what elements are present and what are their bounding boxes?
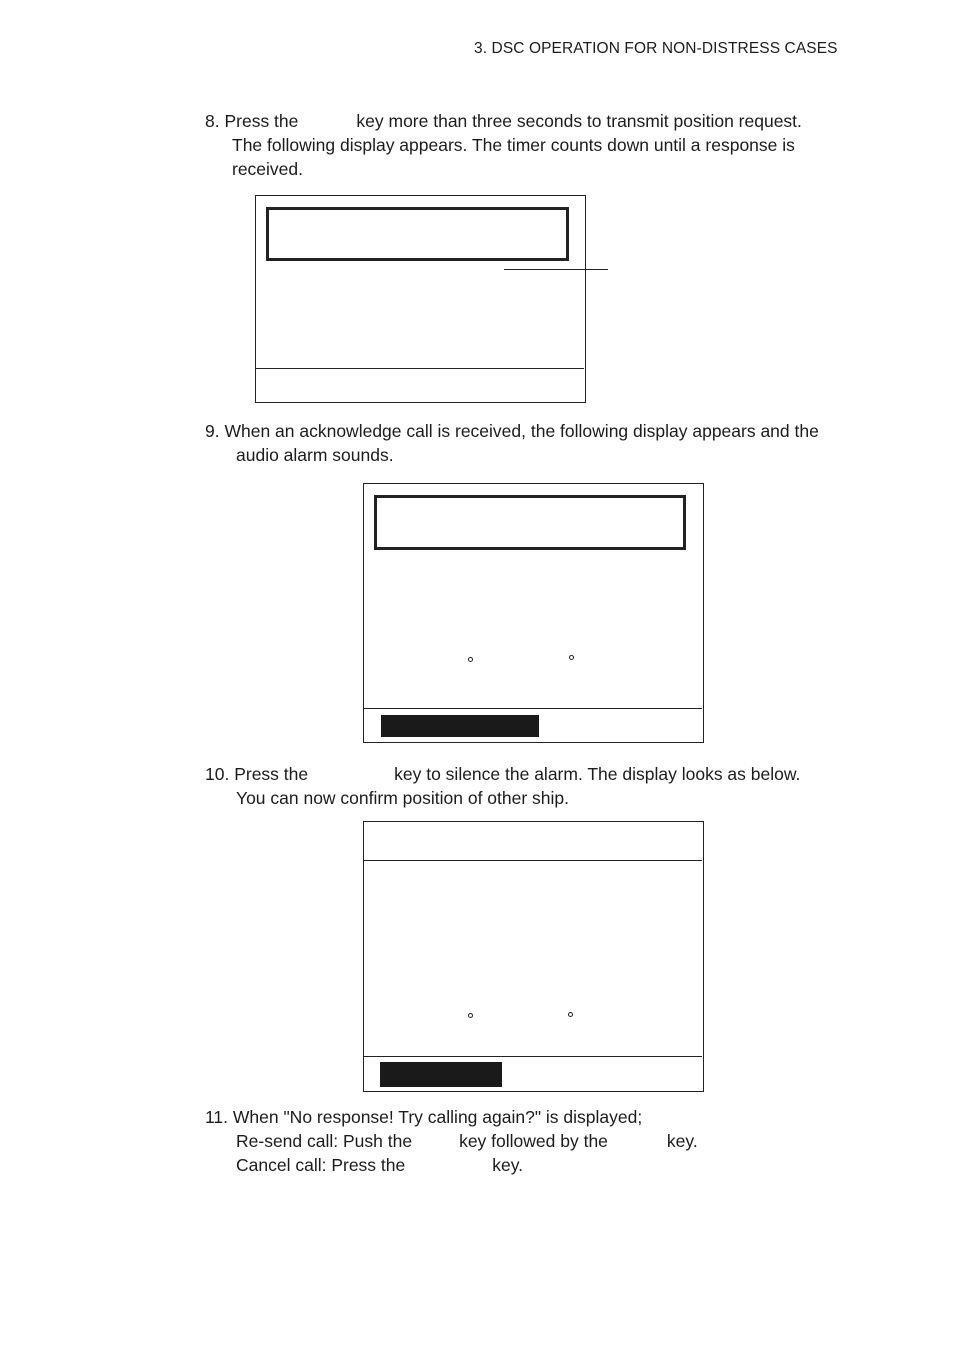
display-screen-1 — [255, 195, 586, 403]
step10-text-b: key to silence the alarm. The display looks as below. — [394, 764, 801, 784]
display-screen-2 — [363, 483, 704, 743]
display-title-box — [266, 207, 569, 261]
step11-line3 — [236, 1153, 523, 1177]
step8-line3: received. — [232, 159, 304, 179]
step9-line2: audio alarm sounds. — [236, 445, 394, 465]
callout-line — [504, 269, 608, 270]
step11-text-d: Cancel call: Press the — [236, 1155, 406, 1175]
step8-text-b: key more than three seconds to transmit position request. — [356, 111, 802, 131]
step11-text-a: Re-send call: Push the — [236, 1131, 413, 1151]
degree-symbol — [569, 655, 574, 660]
step10-line1 — [205, 762, 800, 786]
step8-line1 — [205, 109, 802, 133]
page-header: 3. DSC OPERATION FOR NON-DISTRESS CASES — [474, 40, 838, 57]
step10-text-a: 10. Press the — [205, 764, 309, 784]
display-title-divider — [364, 860, 702, 861]
highlighted-softkey — [380, 1062, 502, 1087]
step8-line2: The following display appears. The timer counts down until a response is — [232, 135, 795, 155]
step11-line2 — [236, 1129, 698, 1153]
display-screen-3 — [363, 821, 704, 1092]
display-divider — [364, 708, 702, 709]
step11-text-b: key followed by the — [459, 1131, 608, 1151]
step11-text-c: key. — [666, 1131, 698, 1151]
step8-text-a: 8. Press the — [205, 111, 299, 131]
display-title-box — [374, 495, 686, 550]
step10-line2: You can now confirm position of other ship. — [236, 788, 570, 808]
display-divider — [364, 1056, 702, 1057]
display-divider — [256, 368, 584, 369]
degree-symbol — [468, 1013, 473, 1018]
degree-symbol — [568, 1012, 573, 1017]
step11-text-e: key. — [492, 1155, 524, 1175]
highlighted-softkey — [381, 715, 539, 737]
step9-line1: 9. When an acknowledge call is received, the following display appears and the — [205, 421, 819, 441]
degree-symbol — [468, 657, 473, 662]
step11-line1: 11. When "No response! Try calling again?" is displayed; — [205, 1107, 643, 1127]
